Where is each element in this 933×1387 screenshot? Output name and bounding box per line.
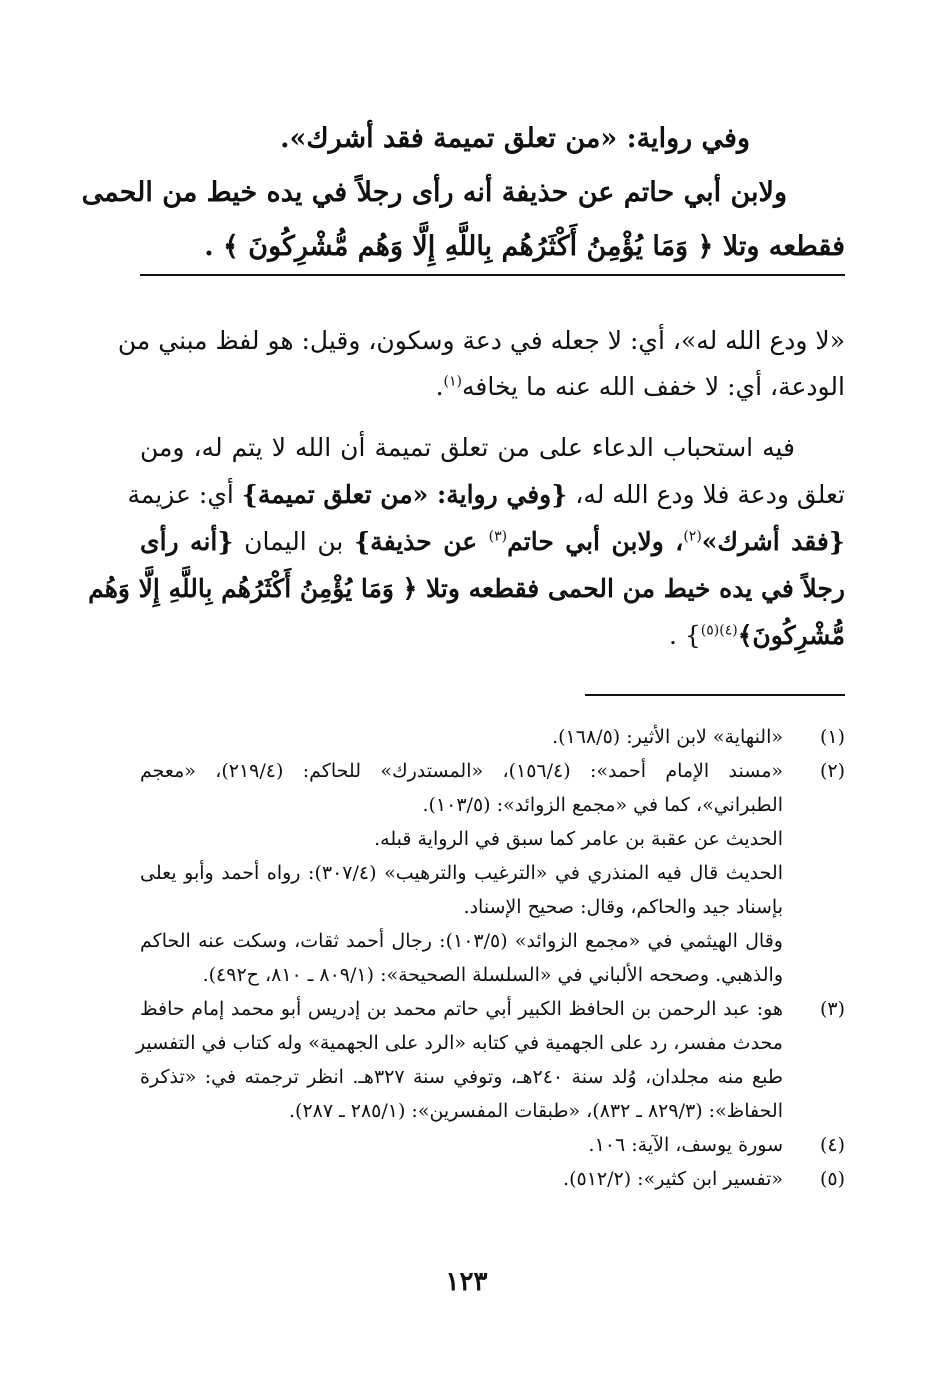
commentary-block — [88, 318, 845, 659]
footnote-number: (٢) — [819, 760, 845, 782]
footnote-divider — [585, 694, 845, 696]
footnote-line: بإسناد جيد والحاكم، وقال: صحيح الإسناد. — [463, 896, 783, 918]
footnote-line: هو: عبد الرحمن بن الحافظ الكبير أبي حاتم محمد بن إدريس أبو محمد إمام حافظ — [140, 998, 783, 1020]
footnote — [140, 924, 845, 992]
commentary-p2-line3c: عن حذيفة} — [354, 527, 489, 556]
footnote — [140, 822, 845, 856]
quran-verse-end: مُّشْرِكُونَ﴾ — [737, 621, 845, 650]
footnote — [140, 720, 845, 754]
footnote-ref: (٤) — [719, 622, 738, 639]
commentary-p1-line2: الودعة، أي: لا خفف الله عنه ما يخافه — [462, 372, 845, 401]
main-text-line2: ولابن أبي حاتم عن حذيفة أنه رأى رجلاً في يده خيط من الحمى — [81, 177, 787, 208]
main-text-line — [140, 112, 845, 166]
footnote-number: (٤) — [819, 1134, 845, 1156]
footnote-line: والذهبي. وصححه الألباني في «السلسلة الصحيحة»: (٨٠٩/١ ـ ٨١٠، ح٤٩٢). — [202, 964, 783, 986]
section-divider — [140, 274, 845, 276]
commentary-line — [140, 364, 845, 410]
commentary-line — [127, 471, 845, 518]
commentary-p2-line1: فيه استحباب الدعاء على من تعلق تميمة أن الله لا يتم له، ومن — [140, 433, 795, 462]
page-number: ١٢٣ — [445, 1267, 488, 1297]
commentary-p2-line3b: ، ولابن أبي حاتم — [507, 527, 684, 556]
footnotes-block — [135, 720, 845, 1196]
quran-verse: ﴿ وَمَا يُؤْمِنُ أَكْثَرُهُم بِاللَّهِ إِلَّا وَهُم مُّشْرِكُونَ ﴾ — [223, 231, 714, 262]
commentary-p2-line2b: {وفي رواية: «من تعلق تميمة} — [241, 480, 568, 509]
commentary-paragraph — [88, 424, 845, 659]
main-text-line3: فقطعه وتلا — [722, 231, 845, 262]
footnote-line: الحديث عن عقبة بن عامر كما سبق في الرواية قبله. — [374, 828, 783, 850]
main-text-line — [140, 220, 845, 274]
footnote-ref: (٥) — [700, 622, 720, 639]
commentary-p2-line2a: تعلق ودعة فلا ودع الله له، — [567, 480, 845, 509]
quran-verse: ﴿ وَمَا يُؤْمِنُ أَكْثَرُهُم بِاللَّهِ إِلَّا وَهُم — [88, 574, 418, 603]
commentary-p2-line5-end: } . — [668, 621, 701, 650]
footnote-number: (٥) — [819, 1168, 845, 1190]
footnote — [140, 754, 845, 822]
footnote-line: «النهاية» لابن الأثير: (١٦٨/٥). — [552, 726, 783, 748]
footnote-ref: (٣) — [488, 528, 508, 545]
commentary-p2-line3e: {أنه رأى — [140, 527, 234, 556]
footnote-line: «تفسير ابن كثير»: (٥١٢/٢). — [563, 1168, 783, 1190]
commentary-line — [140, 612, 845, 659]
commentary-p2-line3a: {فقد أشرك» — [701, 527, 845, 556]
commentary-p2-line2c: أي: عزيمة — [127, 480, 242, 509]
footnote-line: الطبراني»، كما في «مجمع الزوائد»: (١٠٣/٥). — [422, 794, 783, 816]
footnote-line: الحفاظ»: (٨٢٩/٣ ـ ٨٣٢)، «طبقات المفسرين»: (٢٨٥/١ ـ ٢٨٧). — [289, 1100, 783, 1122]
footnote-line: طبع منه مجلدان، وُلد سنة ٢٤٠هـ، وتوفي سنة ٣٢٧هـ. انظر ترجمته في: «تذكرة — [140, 1066, 784, 1088]
footnote-line: الحديث قال فيه المنذري في «الترغيب والترهيب» (٣٠٧/٤): رواه أحمد وأبو يعلى — [140, 862, 783, 884]
footnote — [140, 1128, 845, 1162]
footnote-line: محدث مفسر، رد على الجهمية في كتابه «الرد على الجهمية» وله كتاب في التفسير — [135, 1032, 783, 1054]
commentary-p1-line1: «لا ودع الله له»، أي: لا جعله في دعة وسكون، وقيل: هو لفظ مبني من — [117, 326, 845, 355]
footnote — [135, 992, 845, 1128]
footnote — [140, 856, 845, 924]
footnote — [140, 1162, 845, 1196]
footnote-ref: (٢) — [683, 528, 702, 545]
main-text-line1: وفي رواية: «من تعلق تميمة فقد أشرك». — [280, 123, 750, 154]
main-text-line — [81, 166, 845, 220]
main-text-line3-end: . — [204, 231, 214, 262]
commentary-line — [140, 518, 845, 565]
footnote-line: وقال الهيثمي في «مجمع الزوائد» (١٠٣/٥): رجال أحمد ثقات، وسكت عنه الحاكم — [140, 930, 783, 952]
commentary-line — [88, 565, 845, 612]
commentary-p1-line2-end: . — [435, 372, 444, 401]
footnote-number: (٣) — [819, 998, 845, 1020]
commentary-line — [117, 318, 845, 364]
commentary-p2-line4a: رجلاً في يده خيط من الحمى فقطعه وتلا — [417, 574, 845, 603]
commentary-line — [140, 424, 845, 471]
footnote-ref: (١) — [443, 373, 463, 390]
main-text-block — [81, 112, 845, 274]
commentary-p2-line3d: بن اليمان — [233, 527, 355, 556]
footnote-number: (١) — [819, 726, 845, 748]
footnote-line: «مسند الإمام أحمد»: (١٥٦/٤)، «المستدرك» للحاكم: (٢١٩/٤)، «معجم — [140, 760, 784, 782]
footnote-line: سورة يوسف، الآية: ١٠٦. — [588, 1134, 783, 1156]
